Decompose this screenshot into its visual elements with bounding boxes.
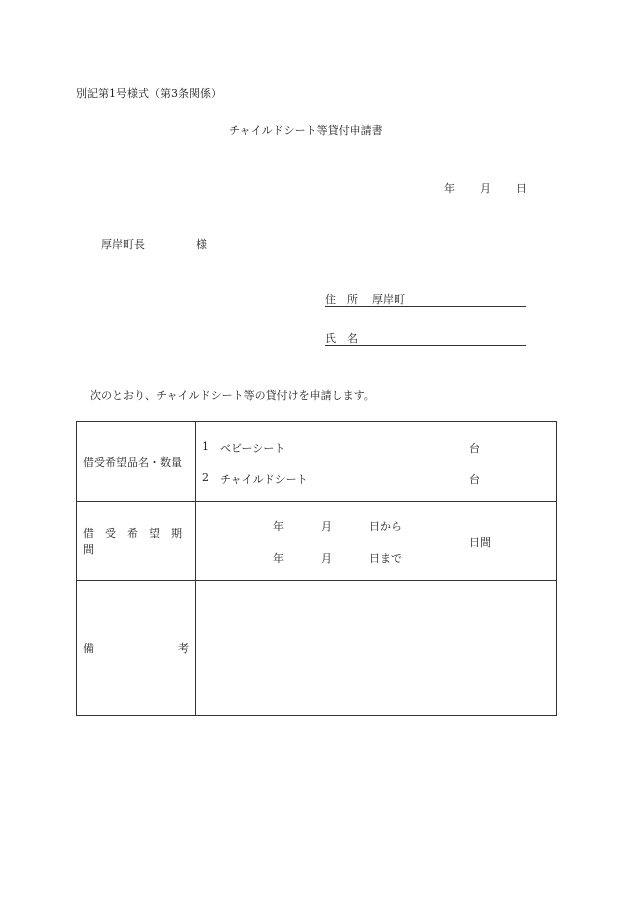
name-field[interactable] (325, 330, 526, 346)
address-field[interactable] (325, 291, 526, 307)
form-identifier: 別記第1号様式（第3条関係） (76, 87, 222, 100)
remarks-input-area[interactable] (202, 587, 552, 707)
items-label-cell (77, 422, 196, 501)
item-2-name[interactable]: チャイルドシート (220, 473, 308, 486)
item-1-unit: 台 (469, 442, 480, 455)
remarks-label-left: 備 (83, 642, 94, 655)
period-end-suffix: 日まで (369, 552, 402, 565)
item-2-unit: 台 (469, 473, 480, 486)
remarks-label-right: 考 (178, 642, 189, 655)
address-prefix: 厚岸町 (372, 293, 405, 306)
items-label: 借受希望品名・数量 (83, 455, 182, 469)
period-end-year: 年 (273, 552, 284, 565)
intro-statement: 次のとおり、チャイルドシート等の貸付けを申請します。 (90, 389, 375, 402)
remarks-label-cell (77, 581, 196, 715)
item-2-number: 2 (202, 471, 209, 484)
name-label: 氏 名 (325, 332, 358, 345)
date-month-label: 月 (480, 182, 491, 195)
application-table (76, 421, 557, 716)
period-row (77, 502, 556, 581)
period-start-year: 年 (273, 520, 284, 533)
remarks-row (77, 581, 556, 715)
period-label-cell (77, 502, 196, 580)
period-days-unit: 日間 (469, 536, 491, 549)
period-start-month: 月 (321, 520, 332, 533)
date-year-label: 年 (444, 182, 455, 195)
date-day-label: 日 (516, 182, 527, 195)
addressee-name: 厚岸町長 (101, 238, 145, 251)
period-end-month: 月 (321, 552, 332, 565)
period-label: 借 受 希 望 期 間 (83, 527, 193, 556)
item-1-number: 1 (202, 440, 209, 453)
address-label: 住 所 (325, 293, 358, 306)
item-1-name[interactable]: ベビーシート (220, 442, 286, 455)
period-start-suffix: 日から (369, 520, 402, 533)
document-title: チャイルドシート等貸付申請書 (229, 124, 383, 137)
items-row (77, 422, 556, 502)
addressee-honorific: 様 (196, 238, 207, 251)
